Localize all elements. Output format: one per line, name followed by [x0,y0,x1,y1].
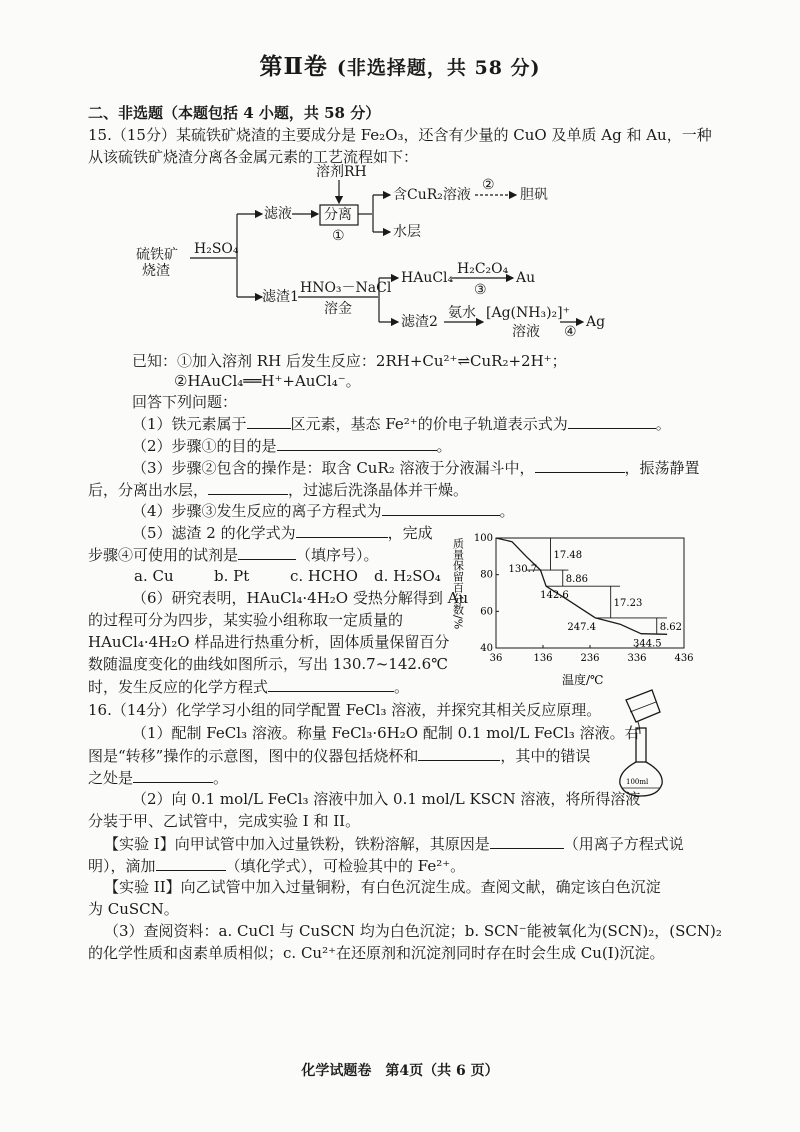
beaker-icon [626,690,660,722]
q16-p2-l2: 分装于甲、乙试管中，完成实验 I 和 II。 [88,812,361,830]
x-tick-label: 36 [489,653,503,664]
answer-blank[interactable] [268,676,394,692]
sub-question-6-l2: 的过程可分为四步，某实验小组称取一定质量的 [88,611,404,629]
flow-ag-complex: [Ag(NH₃)₂]⁺ [486,305,570,321]
y-tick-label: 60 [480,606,493,618]
answer-blank[interactable] [238,544,296,560]
sub-question-6-l3: HAuCl₄·4H₂O 样品进行热重分析，固体质量保留百分 [88,633,450,651]
flow-step4: ④ [564,324,577,340]
q16-p2-l1: （2）向 0.1 mol/L FeCl₃ 溶液中加入 0.1 mol/L KSCN 溶液，将所得溶液 [132,790,641,808]
answer-prompt: 回答下列问题： [132,393,238,411]
y-tick-label: 80 [480,569,493,581]
q16-p3-l2: 的化学性质和卤素单质相似；c. Cu²⁺在还原剂和沉淀剂同时存在时会生成 Cu(I)沉淀。 [88,944,665,962]
sub-question-6-l5: 时，发生反应的化学方程式 。 [88,678,410,696]
flow-au: Au [516,270,536,286]
known-1: 已知：①加入溶剂 RH 后发生反应：2RH+Cu²⁺⇌CuR₂+2H⁺； [132,352,567,370]
flow-ag: Ag [586,314,606,330]
sub-question-6-l4: 数随温度变化的曲线如图所示，写出 130.7~142.6℃ [88,655,449,673]
flow-step2: ② [482,177,495,193]
x-tick-label: 136 [533,653,553,664]
title-main: 第Ⅱ卷 [259,53,328,80]
answer-blank[interactable] [490,833,564,849]
point-label: 344.5 [632,638,662,650]
answer-blank[interactable] [382,500,500,516]
sub-question-3: （3）步骤②包含的操作是：取含 CuR₂ 溶液于分液漏斗中， ，振荡静置 [132,459,700,477]
option-d: d. H₂SO₄ [374,567,441,585]
flow-step1: ① [332,228,345,244]
q16-p1-l3: 之处是 。 [88,769,229,787]
drop-label: 17.48 [553,550,583,562]
sub-question-2: （2）步骤①的目的是 。 [132,437,452,455]
option-a: a. Cu [134,567,174,585]
answer-blank[interactable] [568,413,656,429]
sub-question-5-cont: 步骤④可使用的试剂是 （填序号）。 [88,546,379,564]
q15-line1: 15.（15分）某硫铁矿烧渣的主要成分是 Fe₂O₃，还含有少量的 CuO 及单质 Ag 和 Au，一种 [88,126,712,144]
sub-question-5: （5）滤渣 2 的化学式为 ，完成 [132,524,433,542]
sub-question-6-l1: （6）研究表明，HAuCl₄·4H₂O 受热分解得到 Au [132,589,469,607]
flowchart-lines [0,0,800,345]
x-axis-label: 温度/℃ [562,673,604,687]
option-b: b. Pt [214,567,250,585]
transfer-illustration [612,688,692,798]
experiment-1-l1: 【实验 I】向甲试管中加入过量铁粉，铁粉溶解，其原因是 （用离子方程式说 [104,835,684,853]
answer-blank[interactable] [208,479,288,495]
y-tick-label: 40 [480,643,493,654]
point-label: 130.7 [508,564,538,576]
answer-blank[interactable] [296,522,388,538]
q16-p3-l1: （3）查阅资料：a. CuCl 与 CuSCN 均为白色沉淀；b. SCN⁻能被氧化为(SCN)₂，(SCN)₂ [104,922,722,940]
experiment-2-l2: 为 CuSCN。 [88,900,179,918]
answer-blank[interactable] [277,435,437,451]
sub-question-3-cont: 后，分离出水层， ，过滤后洗涤晶体并干燥。 [88,481,469,499]
x-tick-label: 336 [627,653,647,664]
option-c: c. HCHO [290,567,358,585]
flow-ammonia: 氨水 [448,305,476,321]
answer-blank[interactable] [418,745,500,761]
flow-solvent-rh: 溶剂RH [316,164,367,180]
flow-separate: 分离 [324,207,352,223]
flow-h2c2o4: H₂C₂O₄ [457,261,509,277]
flow-water-layer: 水层 [393,224,421,240]
drop-label: 8.62 [659,621,683,633]
flow-reagent-h2so4: H₂SO₄ [194,241,239,257]
title-subtitle: (非选择题，共 58 分) [336,57,541,79]
chart-marks [496,538,682,650]
section-heading: 二、非选题（本题包括 4 小题，共 58 分） [88,104,381,122]
flow-step3: ③ [474,282,487,298]
q16-p1-l2: 图是“转移”操作的示意图，图中的仪器包括烧杯和 ，其中的错误 [88,747,591,765]
flow-blue-vitriol: 胆矾 [520,187,548,203]
sub-question-4: （4）步骤③发生反应的离子方程式为 。 [132,502,515,520]
flask-label: 100ml [626,778,649,786]
flow-complex-solution: 溶液 [512,324,540,340]
known-2: ②HAuCl₄══H⁺+AuCl₄⁻。 [174,372,361,390]
x-tick-label: 236 [580,653,600,664]
thermogravimetric-chart [450,520,700,690]
drop-label: 17.23 [613,598,643,610]
flow-hno3-nacl: HNO₃－NaCl [300,280,392,296]
q16-line1: 16.（14分）化学学习小组的同学配置 FeCl₃ 溶液，并探究其相关反应原理。 [88,701,602,719]
experiment-1-l2: 明），滴加 （填化学式），可检验其中的 Fe²⁺。 [88,857,466,875]
flow-start-top: 硫铁矿 [136,247,178,263]
page-footer: 化学试题卷 第4页（共 6 页） [301,1063,499,1079]
y-tick-label: 100 [473,533,493,544]
answer-blank[interactable] [247,413,291,429]
answer-blank[interactable] [133,767,213,783]
answer-blank[interactable] [535,457,625,473]
answer-blank[interactable] [156,855,226,871]
flow-start-bottom: 烧渣 [142,263,170,279]
flow-cur2-solution: 含CuR₂溶液 [393,187,471,203]
experiment-2-l1: 【实验 II】向乙试管中加入过量铜粉，有白色沉淀生成。查阅文献，确定该白色沉淀 [104,878,661,896]
q15-line2: 从该硫铁矿烧渣分离各金属元素的工艺流程如下： [88,148,419,166]
flow-haucl4: HAuCl₄ [401,270,454,286]
point-label: 142.6 [540,590,569,602]
point-label: 247.4 [567,621,596,633]
y-axis-label: 质量保留百分数/% [451,538,465,630]
flow-residue2: 滤渣2 [401,314,438,330]
flow-dissolve-gold: 溶金 [324,301,352,317]
drop-label: 8.86 [565,574,589,586]
x-tick-label: 436 [674,653,694,664]
q16-p1-l1: （1）配制 FeCl₃ 溶液。称量 FeCl₃·6H₂O 配制 0.1 mol/L FeCl₃ 溶液。右 [132,724,640,742]
flow-filtrate: 滤液 [264,206,292,222]
flow-residue1: 滤渣1 [262,289,299,305]
sub-question-1: （1）铁元素属于 区元素，基态 Fe²⁺的价电子轨道表示式为 。 [132,415,671,433]
